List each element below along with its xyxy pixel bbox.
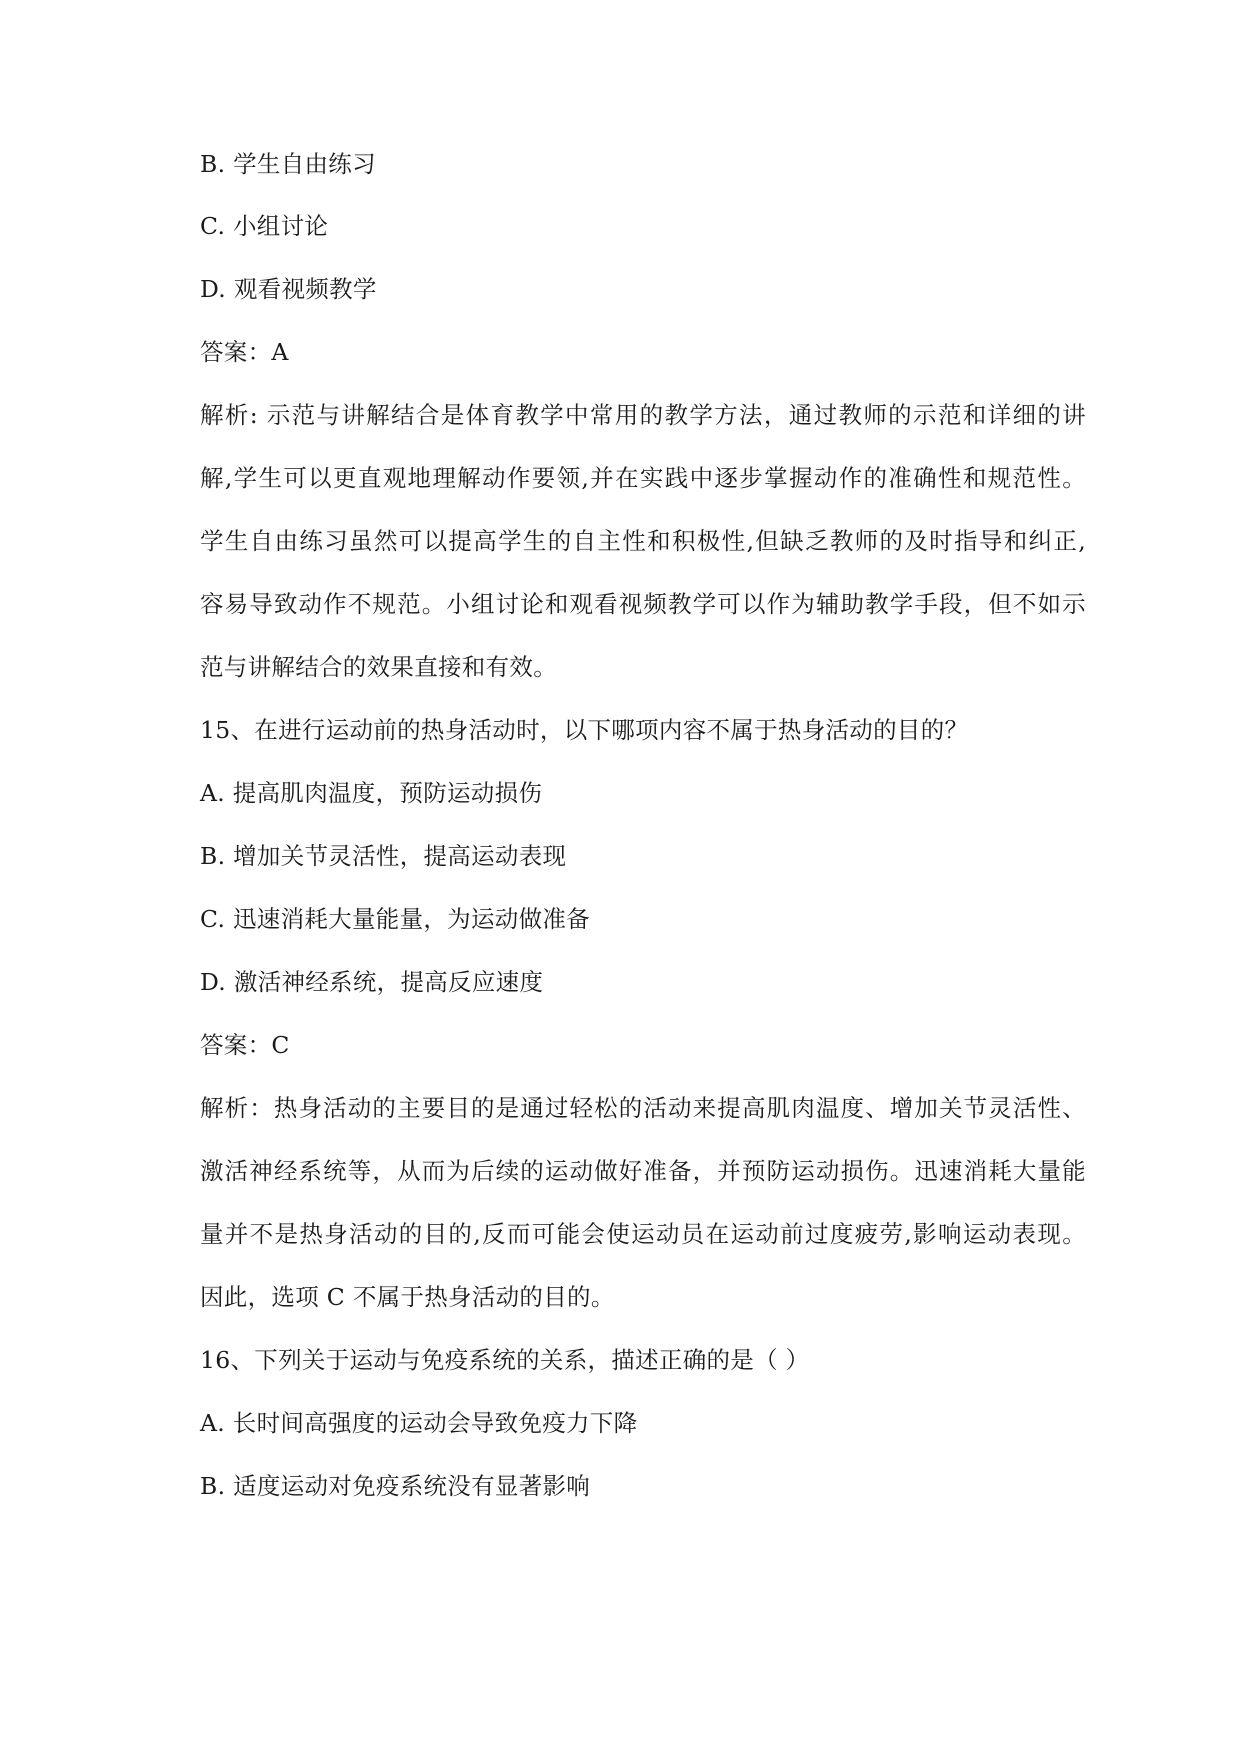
question-16: 16、下列关于运动与免疫系统的关系，描述正确的是（ ） — [200, 1346, 810, 1374]
explanation-line: 范与讲解结合的效果直接和有效。 — [200, 653, 557, 681]
explanation-line: 学生自由练习虽然可以提高学生的自主性和积极性,但缺乏教师的及时指导和纠正, — [200, 527, 1086, 555]
answer-line: 答案：A — [200, 338, 289, 366]
explanation-line: 容易导致动作不规范。小组讨论和观看视频教学可以作为辅助教学手段，但不如示 — [200, 590, 1086, 618]
option-c-line: C. 迅速消耗大量能量，为运动做准备 — [200, 905, 590, 933]
option-b-line: B. 适度运动对免疫系统没有显著影响 — [200, 1472, 591, 1500]
explanation-line: 解析：热身活动的主要目的是通过轻松的活动来提高肌肉温度、增加关节灵活性、 — [200, 1094, 1086, 1122]
option-b-line: B. 学生自由练习 — [200, 150, 376, 178]
explanation-line: 解,学生可以更直观地理解动作要领,并在实践中逐步掌握动作的准确性和规范性。 — [200, 464, 1086, 492]
option-d-line: D. 观看视频教学 — [200, 275, 377, 303]
option-a-line: A. 提高肌肉温度，预防运动损伤 — [200, 779, 543, 807]
explanation-line: 量并不是热身活动的目的,反而可能会使运动员在运动前过度疲劳,影响运动表现。 — [200, 1220, 1086, 1248]
option-d-line: D. 激活神经系统，提高反应速度 — [200, 968, 544, 996]
option-c-line: C. 小组讨论 — [200, 212, 329, 240]
question-15: 15、在进行运动前的热身活动时，以下哪项内容不属于热身活动的目的？ — [200, 716, 969, 744]
option-a-line: A. 长时间高强度的运动会导致免疫力下降 — [200, 1409, 638, 1437]
explanation-line: 解析: 示范与讲解结合是体育教学中常用的教学方法，通过教师的示范和详细的讲 — [200, 401, 1086, 429]
answer-line: 答案：C — [200, 1031, 290, 1059]
explanation-line: 因此，选项 C 不属于热身活动的目的。 — [200, 1283, 615, 1311]
option-b-line: B. 增加关节灵活性，提高运动表现 — [200, 842, 567, 870]
explanation-line: 激活神经系统等，从而为后续的运动做好准备，并预防运动损伤。迅速消耗大量能 — [200, 1157, 1086, 1185]
